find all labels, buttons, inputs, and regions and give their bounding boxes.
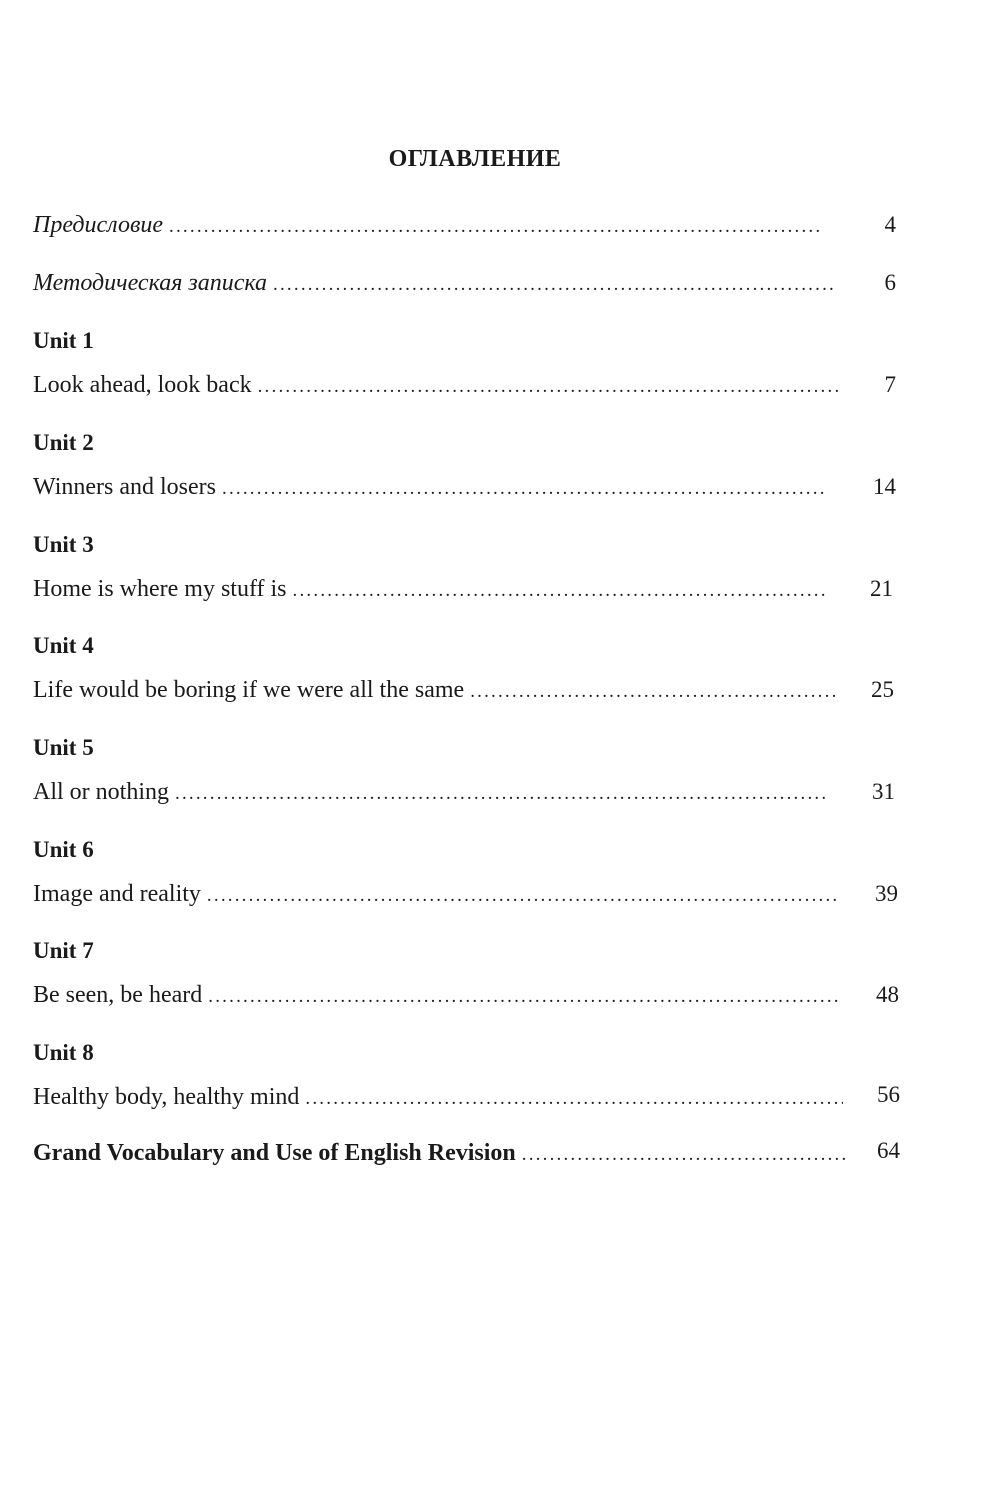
toc-page-number: 21 [870,576,893,601]
unit-heading: Unit 1 [33,328,94,353]
toc-page-number: 48 [876,982,899,1007]
toc-entry-grand-revision [33,1140,845,1167]
toc-page-number: 39 [875,881,898,906]
dot-leader [258,376,841,398]
dot-leader [305,1088,843,1110]
unit-heading: Unit 3 [33,532,94,557]
dot-leader [293,580,825,602]
dot-leader [222,478,828,500]
toc-page-number: 14 [873,474,896,499]
unit-heading: Unit 5 [33,735,94,760]
unit-heading: Unit 2 [33,430,94,455]
unit-heading: Unit 4 [33,633,94,658]
toc-entry-unit-4 [33,677,835,704]
unit-heading: Unit 8 [33,1040,94,1065]
toc-entry-label: Grand Vocabulary and Use of English Revision [33,1140,516,1166]
toc-page-number: 56 [877,1082,900,1107]
toc-entry-label: Методическая записка [33,270,268,296]
toc-entry-label: Предисловие [33,212,164,238]
toc-entry-label: Home is where my stuff is [33,576,287,602]
toc-page-number: 4 [884,212,896,237]
dot-leader [169,216,823,238]
dot-leader [273,274,833,296]
toc-entry-unit-2 [33,474,828,501]
page-title: ОГЛАВЛЕНИЕ [388,146,562,172]
dot-leader [522,1144,845,1166]
unit-heading: Unit 7 [33,938,94,963]
unit-heading: Unit 6 [33,837,94,862]
toc-page-number: 64 [877,1138,900,1163]
toc-entry-label: Look ahead, look back [33,372,252,398]
toc-page-number: 31 [872,779,895,804]
dot-leader [208,986,841,1008]
toc-entry-label: Healthy body, healthy mind [33,1084,300,1110]
toc-entry-methodical-note [33,270,833,297]
toc-page-number: 6 [884,270,896,295]
toc-entry-preface [33,212,823,239]
dot-leader [470,681,835,703]
toc-entry-unit-3 [33,576,825,603]
toc-entry-unit-8 [33,1084,843,1111]
toc-entry-label: Image and reality [33,881,201,907]
toc-entry-unit-5 [33,779,829,806]
toc-entry-label: Life would be boring if we were all the same [33,677,465,703]
dot-leader [207,885,839,907]
toc-page-number: 25 [871,677,894,702]
toc-entry-unit-6 [33,881,839,908]
toc-entry-unit-7 [33,982,841,1009]
toc-entry-label: All or nothing [33,779,169,805]
toc-page-number: 7 [884,372,896,397]
toc-entry-label: Winners and losers [33,474,216,500]
toc-entry-unit-1 [33,372,841,399]
dot-leader [175,783,829,805]
toc-entry-label: Be seen, be heard [33,982,203,1008]
